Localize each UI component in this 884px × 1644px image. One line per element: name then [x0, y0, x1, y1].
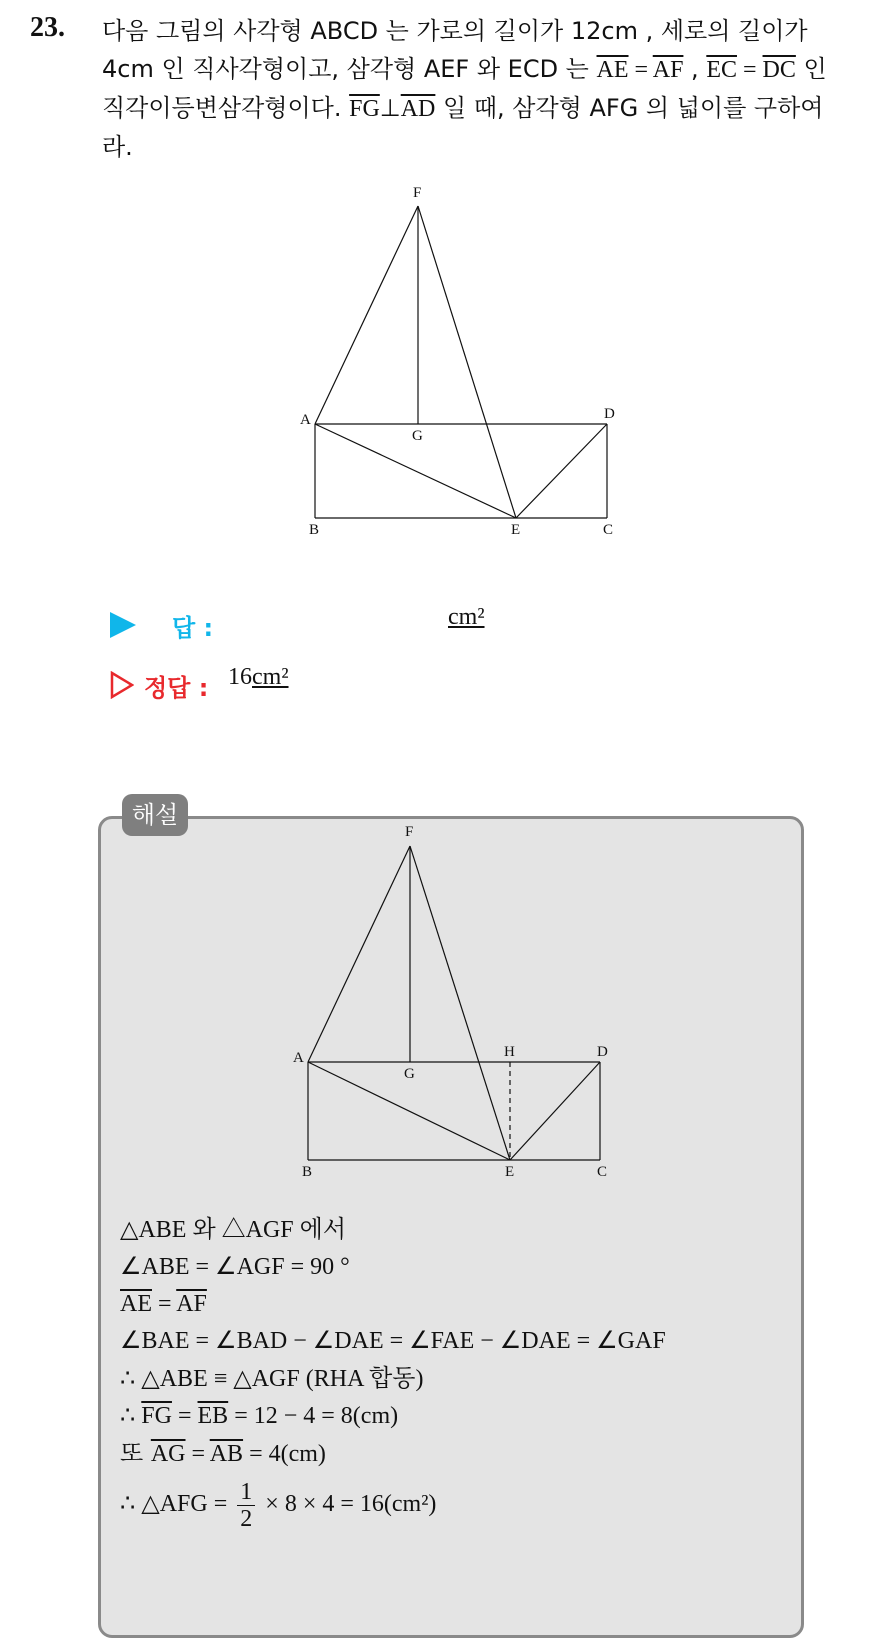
answer-label: 답 :	[172, 614, 214, 642]
sol-label-h: H	[504, 1044, 515, 1060]
sol-label-b: B	[302, 1164, 313, 1180]
question-text-part2: 인 직각이등변삼각형이다.	[102, 55, 827, 122]
solution-line-8	[120, 1479, 780, 1532]
sol-seg-ag: $\overline{AG}$	[150, 1441, 186, 1467]
label-c: C	[603, 522, 614, 538]
solution-line-5	[120, 1360, 780, 1398]
solution-text	[120, 1212, 780, 1532]
solution-figure	[0, 800, 884, 1200]
sol-seg-eb: $\overline{EB}$	[197, 1403, 229, 1429]
segment-af: $\overline{AF}$	[652, 57, 684, 83]
sol-l6-rest: = 12 − 4 = 8(cm)	[228, 1403, 399, 1429]
sol-seg-af: $\overline{AF}$	[176, 1291, 207, 1317]
correct-answer-value	[228, 664, 289, 691]
segment-fg: $\overline{FG}$	[349, 96, 380, 122]
sol-label-d: D	[597, 1044, 608, 1060]
fraction-denominator: 2	[240, 1506, 253, 1532]
sol-l7-eq: =	[185, 1441, 210, 1467]
sol-label-a: A	[293, 1050, 304, 1066]
fraction-one-half	[237, 1479, 255, 1532]
solution-line-1: △ABE 와 △AGF 에서	[120, 1217, 347, 1243]
correct-answer-arrow-icon	[110, 671, 134, 699]
segment-fe-line	[418, 206, 516, 518]
segment-ed-line	[516, 424, 607, 518]
sol-seg-ae: $\overline{AE}$	[120, 1291, 152, 1317]
sol-seg-ab: $\overline{AB}$	[209, 1441, 244, 1467]
solution-tab: 해설	[122, 794, 188, 836]
segment-ec: $\overline{EC}$	[706, 57, 737, 83]
label-e: E	[511, 522, 521, 538]
solution-line-2: ∠ABE = ∠AGF = 90 °	[120, 1254, 350, 1280]
correct-answer-row	[110, 664, 630, 708]
sol-l6-eq: =	[171, 1403, 198, 1429]
solution-line-6	[120, 1398, 780, 1435]
perpendicular-symbol: ⊥	[379, 96, 401, 122]
question-text-part3: 일 때, 삼각형 AFG 의 넓이를 구하여라.	[102, 94, 824, 161]
segment-af-line	[315, 206, 418, 424]
correct-answer-number: 16	[228, 664, 252, 690]
answer-arrow-icon	[110, 612, 136, 638]
sol-l5-b: )	[415, 1366, 424, 1392]
segment-ae: $\overline{AE}$	[596, 57, 629, 83]
equals: =	[628, 57, 653, 83]
sol-l8-rest: × 8 × 4 = 16(cm²)	[259, 1491, 437, 1518]
sol-l6-pre: ∴	[120, 1403, 142, 1429]
sol-l5-a: ∴ △ABE ≡ △AGF (RHA	[120, 1366, 370, 1392]
question-number: 23.	[30, 12, 65, 43]
sol-segment-fe	[410, 846, 510, 1160]
label-a: A	[300, 412, 311, 428]
solution-line-7	[120, 1435, 780, 1473]
correct-answer-label: 정답 :	[144, 674, 209, 702]
segment-dc: $\overline{DC}$	[762, 57, 796, 83]
sol-segment-ed	[510, 1062, 600, 1160]
problem-figure	[0, 0, 884, 600]
comma: ,	[683, 55, 707, 83]
label-g: G	[412, 428, 423, 444]
sol-label-g: G	[404, 1066, 415, 1082]
question-text-part1: 다음 그림의 사각형 ABCD 는 가로의 길이가 12cm , 세로의 길이가 4cm 인 직사각형이고, 삼각형 AEF 와 ECD 는	[102, 17, 808, 83]
label-d: D	[604, 406, 615, 422]
sol-l5-ko: 합동	[369, 1364, 416, 1392]
sol-segment-af	[308, 846, 410, 1062]
sol-eq: =	[152, 1291, 177, 1317]
solution-line-3	[120, 1286, 780, 1323]
sol-l8-pre: ∴ △AFG =	[120, 1491, 234, 1518]
answer-row	[110, 604, 630, 648]
solution-line-4: ∠BAE = ∠BAD − ∠DAE = ∠FAE − ∠DAE = ∠GAF	[120, 1328, 666, 1354]
equals: =	[736, 57, 763, 83]
correct-answer-unit: cm²	[252, 664, 289, 690]
sol-label-f: F	[405, 824, 414, 840]
answer-unit: cm²	[448, 604, 485, 630]
sol-label-c: C	[597, 1164, 608, 1180]
label-b: B	[309, 522, 320, 538]
sol-l7-pre: 또	[120, 1439, 151, 1467]
label-f: F	[413, 185, 422, 201]
sol-label-e: E	[505, 1164, 515, 1180]
sol-seg-fg: $\overline{FG}$	[141, 1403, 172, 1429]
fraction-numerator: 1	[237, 1479, 255, 1506]
segment-ad: $\overline{AD}$	[400, 96, 436, 122]
sol-l7-rest: = 4(cm)	[243, 1441, 326, 1467]
